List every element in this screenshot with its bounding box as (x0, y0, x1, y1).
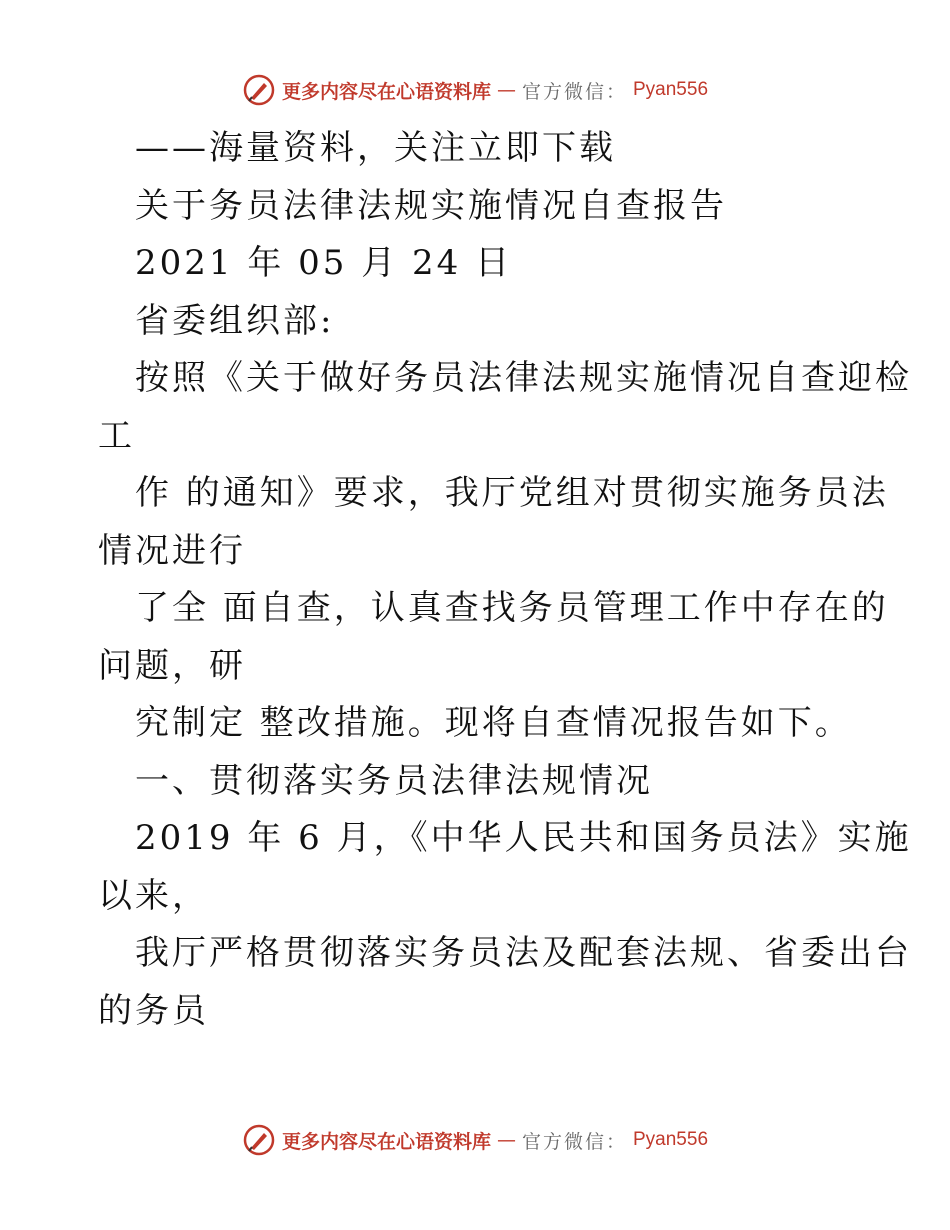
header-banner (0, 70, 950, 110)
document-body (98, 120, 912, 1040)
doc-line: 按照《关于做好务员法律法规实施情况自查迎检 (135, 358, 912, 398)
quill-pen-logo-icon (242, 73, 276, 107)
doc-date: 2021 年 05 月 24 日 (135, 243, 513, 283)
banner-separator: — (496, 79, 516, 101)
doc-line: 问题，研 (98, 645, 246, 686)
banner-separator: — (496, 1129, 516, 1151)
banner-wechat-label: 官方微信： (521, 80, 627, 103)
doc-line: 工 (98, 415, 135, 456)
doc-addressee: 省委组织部: (135, 300, 335, 341)
footer-banner (0, 1120, 950, 1160)
quill-pen-logo-icon (242, 1123, 276, 1157)
doc-line: 了全 面自查，认真查找务员管理工作中存在的 (135, 588, 889, 628)
doc-section-heading: 一、贯彻落实务员法律法规情况 (135, 760, 653, 801)
banner-main-text: 更多内容尽在心语资料库 (281, 80, 491, 103)
doc-line: 的务员 (98, 990, 209, 1031)
banner-wechat-id: Pyan556 (633, 1129, 709, 1150)
banner-wechat-id: Pyan556 (633, 79, 709, 100)
doc-line: 以来， (98, 875, 209, 916)
doc-line: 究制定 整改措施。现将自查情况报告如下。 (135, 703, 852, 743)
doc-line: 2019 年 6 月，《中华人民共和国务员法》实施 (135, 818, 912, 858)
doc-line: ——海量资料，关注立即下载 (135, 128, 616, 168)
doc-line: 情况进行 (98, 530, 246, 571)
banner-main-text: 更多内容尽在心语资料库 (281, 1130, 491, 1153)
doc-title: 关于务员法律法规实施情况自查报告 (135, 185, 727, 226)
doc-line: 作 的通知》要求，我厅党组对贯彻实施务员法 (135, 473, 889, 513)
doc-line: 我厅严格贯彻落实务员法及配套法规、省委出台 (135, 933, 912, 973)
banner-wechat-label: 官方微信： (521, 1130, 627, 1153)
